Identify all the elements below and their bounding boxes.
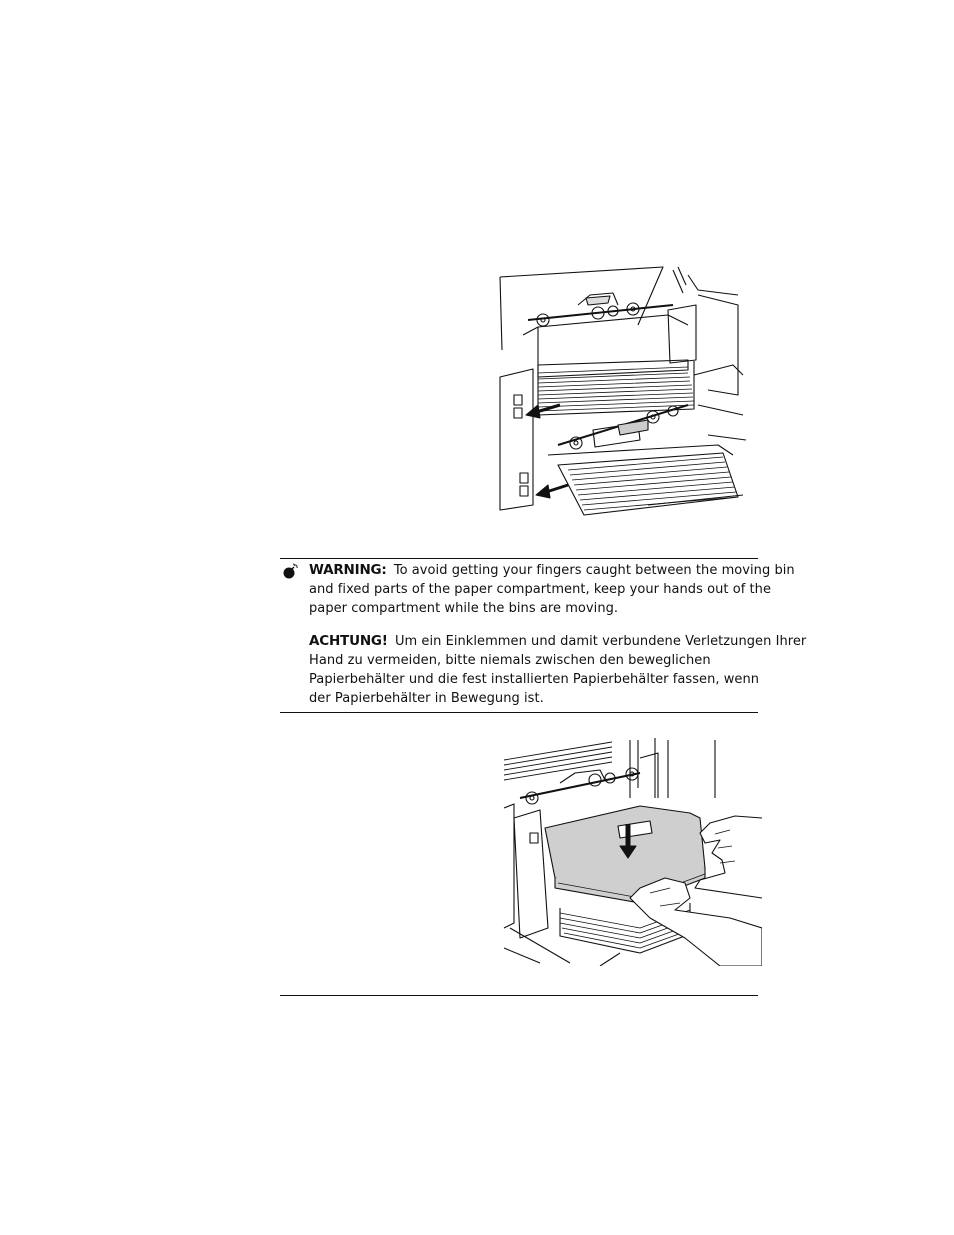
achtung-label: ACHTUNG! xyxy=(309,633,388,649)
achtung-notice xyxy=(309,632,807,708)
warning-notice xyxy=(309,561,795,618)
achtung-text-2: Hand zu vermeiden, bitte niemals zwischen den beweglichen xyxy=(309,653,711,668)
section-divider-middle xyxy=(280,712,758,713)
warning-label: WARNING: xyxy=(309,562,387,578)
achtung-line-1 xyxy=(309,632,807,651)
section-divider-bottom xyxy=(280,995,758,996)
achtung-text-1: Um ein Einklemmen und damit verbundene Verletzungen Ihrer xyxy=(394,634,807,649)
warning-text-1: To avoid getting your fingers caught between the moving bin xyxy=(393,563,795,578)
warning-line-1 xyxy=(309,561,795,580)
warning-text-2: and fixed parts of the paper compartment, keep your hands out of the xyxy=(309,582,772,597)
achtung-text-3: Papierbehälter und die fest installierten Papierbehälter fassen, wenn xyxy=(309,672,760,687)
warning-text-3: paper compartment while the bins are moving. xyxy=(309,601,619,616)
achtung-text-4: der Papierbehälter in Bewegung ist. xyxy=(309,691,544,706)
bomb-icon xyxy=(282,562,300,580)
paper-bins-illustration xyxy=(498,265,748,523)
loading-paper-illustration xyxy=(500,738,762,966)
section-divider-top xyxy=(280,558,758,559)
